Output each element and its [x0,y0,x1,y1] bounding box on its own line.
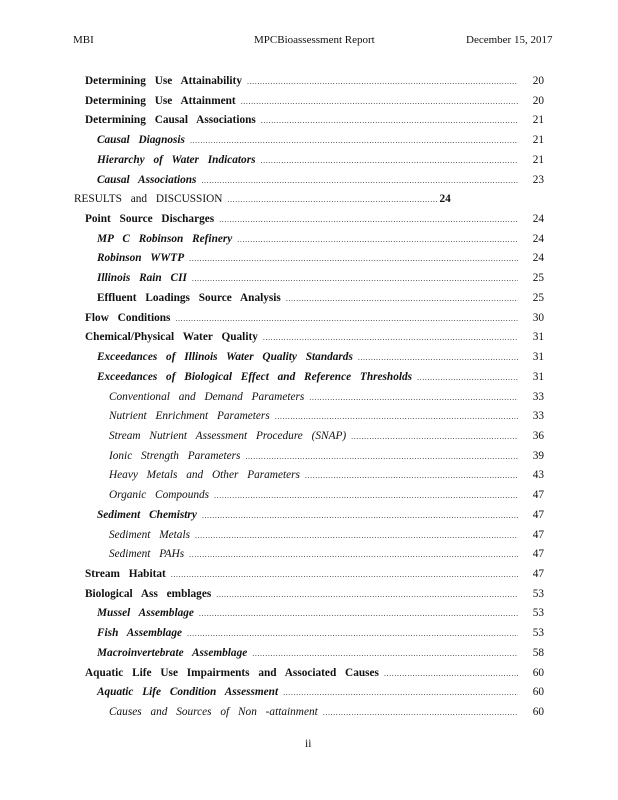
toc-leader-dots [237,230,518,250]
toc-entry-page: 31 [532,370,544,383]
toc-entry[interactable] [0,388,618,408]
toc-entry[interactable] [0,506,618,526]
toc-entry-label: Robinson WWTP [97,252,185,265]
toc-leader-dots [245,447,518,467]
toc-leader-dots [202,506,518,526]
toc-leader-dots [192,269,518,289]
header-title: MPCBioassessment Report [254,34,375,46]
toc-entry[interactable] [0,111,618,131]
toc-entry-page: 21 [532,153,544,166]
toc-entry-label: Mussel Assemblage [97,607,194,620]
toc-entry[interactable] [0,72,618,92]
toc-leader-dots [190,131,518,151]
toc-entry[interactable] [0,466,618,486]
toc-entry[interactable] [0,486,618,506]
toc-entry[interactable] [0,683,618,703]
toc-entry-page: 53 [532,607,544,620]
header-left: MBI [73,34,94,46]
toc-leader-dots [227,190,437,210]
toc-entry[interactable] [0,230,618,250]
toc-entry-label: Stream Habitat [85,567,166,580]
toc-leader-dots [351,427,518,447]
toc-leader-dots [358,348,518,368]
toc-entry-label: Organic Compounds [109,489,210,502]
toc-entry-label: Stream Nutrient Assessment Procedure (SNAP) [109,429,347,442]
table-of-contents [0,72,618,723]
toc-entry[interactable] [0,624,618,644]
toc-leader-dots [216,585,518,605]
toc-entry-page: 24 [532,213,544,226]
toc-entry[interactable] [0,348,618,368]
toc-entry-page: 39 [532,449,544,462]
toc-entry-page: 53 [532,587,544,600]
toc-entry-label: Causal Associations [97,173,197,186]
toc-entry-label: Aquatic Life Use Impairments and Associated Causes [85,666,379,679]
toc-entry-page: 31 [532,351,544,364]
toc-entry-page: 33 [532,410,544,423]
toc-entry-label: RESULTS and DISCUSSION [74,193,223,206]
toc-entry-label: Sediment Metals [109,528,190,541]
toc-entry[interactable] [0,427,618,447]
toc-leader-dots [195,526,518,546]
toc-entry-page: 25 [532,272,544,285]
toc-entry-page: 47 [532,508,544,521]
toc-entry-label: Ionic Strength Parameters [109,449,241,462]
toc-leader-dots [219,210,518,230]
toc-entry-page: 60 [532,706,544,718]
toc-entry-label: Aquatic Life Condition Assessment [97,686,279,699]
toc-leader-dots [260,151,518,171]
toc-entry-page: 53 [532,627,544,640]
toc-entry-page: 58 [532,646,544,659]
toc-leader-dots [275,407,518,427]
toc-entry[interactable] [0,171,618,191]
toc-entry-label: Illinois Rain CII [97,272,187,285]
toc-entry-label: Exceedances of Illinois Water Quality Standards [97,351,353,364]
toc-entry-page: 47 [532,528,544,541]
toc-leader-dots [252,644,518,664]
toc-entry[interactable] [0,210,618,230]
toc-entry[interactable] [0,565,618,585]
toc-entry[interactable] [0,644,618,664]
toc-entry[interactable] [0,249,618,269]
toc-entry[interactable] [0,545,618,565]
toc-entry-page: 47 [532,548,544,561]
toc-entry-label: Fish Assemblage [97,627,182,640]
toc-entry-label: Point Source Discharges [85,213,215,226]
toc-leader-dots [189,249,518,269]
toc-entry[interactable] [0,447,618,467]
toc-leader-dots [241,92,518,112]
toc-entry[interactable] [0,604,618,624]
toc-entry-page: 21 [532,114,544,127]
toc-entry[interactable] [0,703,618,723]
toc-entry-label: Biological Ass emblages [85,587,212,600]
toc-entry-page: 24 [439,193,451,206]
toc-entry-label: Sediment Chemistry [97,508,197,521]
toc-entry-label: Determining Use Attainment [85,94,236,107]
toc-entry-page: 25 [532,291,544,304]
toc-leader-dots [201,171,518,191]
toc-entry[interactable] [0,328,618,348]
toc-leader-dots [417,368,518,388]
toc-entry-page: 60 [532,686,544,699]
toc-entry-label: Causes and Sources of Non -attainment [109,706,318,718]
toc-entry-page: 30 [532,311,544,324]
toc-entry-label: Flow Conditions [85,311,171,324]
toc-entry[interactable] [0,526,618,546]
toc-entry-label: Nutrient Enrichment Parameters [109,410,270,423]
toc-leader-dots [214,486,518,506]
toc-entry-page: 36 [532,429,544,442]
toc-entry[interactable] [0,664,618,684]
toc-entry[interactable] [0,309,618,329]
toc-entry-page: 24 [532,232,544,245]
toc-entry[interactable] [0,289,618,309]
toc-entry[interactable] [0,151,618,171]
toc-leader-dots [283,683,518,703]
toc-leader-dots [175,309,518,329]
toc-entry[interactable] [0,131,618,151]
toc-entry-label: Exceedances of Biological Effect and Reference Thresholds [97,370,413,383]
toc-entry[interactable] [0,92,618,112]
toc-entry-page: 47 [532,489,544,502]
toc-entry[interactable] [0,368,618,388]
toc-leader-dots [247,72,518,92]
toc-leader-dots [384,664,518,684]
toc-leader-dots [171,565,518,585]
toc-entry-page: 31 [532,331,544,344]
toc-leader-dots [286,289,518,309]
toc-leader-dots [305,466,518,486]
toc-entry-label: Heavy Metals and Other Parameters [109,469,300,482]
toc-entry-label: Hierarchy of Water Indicators [97,153,256,166]
header-date: December 15, 2017 [466,34,553,46]
toc-entry-page: 60 [532,666,544,679]
toc-entry[interactable] [0,190,618,210]
toc-entry-label: Determining Causal Associations [85,114,256,127]
toc-entry-label: Causal Diagnosis [97,134,185,147]
toc-leader-dots [261,111,518,131]
toc-entry-page: 20 [532,75,544,87]
toc-entry-label: Macroinvertebrate Assemblage [97,646,248,659]
toc-entry-page: 21 [532,134,544,147]
toc-entry-label: MP C Robinson Refinery [97,232,233,245]
toc-entry[interactable] [0,407,618,427]
page-number: ii [305,738,312,750]
toc-leader-dots [309,388,518,408]
toc-entry-page: 33 [532,390,544,403]
toc-leader-dots [187,624,518,644]
toc-entry-label: Sediment PAHs [109,548,185,561]
toc-entry[interactable] [0,269,618,289]
toc-entry-page: 47 [532,567,544,580]
toc-entry-label: Effluent Loadings Source Analysis [97,291,281,304]
toc-leader-dots [199,604,518,624]
toc-entry-label: Conventional and Demand Parameters [109,390,305,403]
toc-entry-label: Determining Use Attainability [85,75,242,87]
toc-leader-dots [263,328,518,348]
toc-entry-page: 43 [532,469,544,482]
toc-entry-page: 24 [532,252,544,265]
toc-leader-dots [189,545,518,565]
toc-entry-label: Chemical/Physical Water Quality [85,331,258,344]
toc-leader-dots [323,703,518,723]
toc-entry-page: 20 [532,94,544,107]
toc-entry-page: 23 [532,173,544,186]
toc-entry[interactable] [0,585,618,605]
